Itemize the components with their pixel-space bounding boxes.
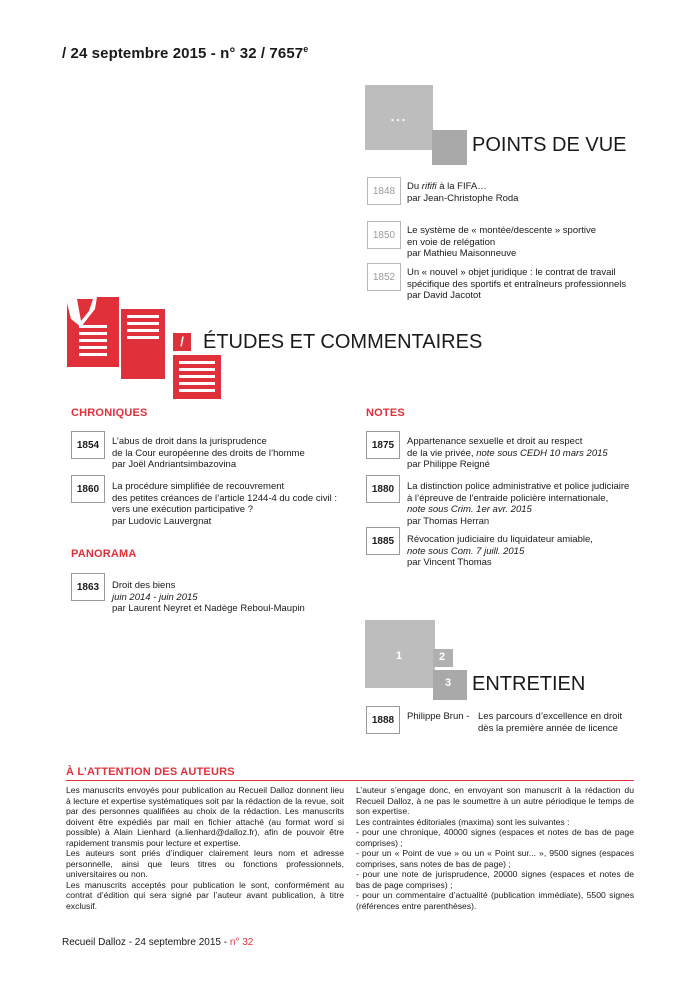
page-number-1885[interactable]: 1885 xyxy=(366,527,400,555)
entretien-graphic-2: 2 xyxy=(433,649,453,667)
entry-1888-name[interactable]: Philippe Brun - xyxy=(407,711,470,722)
heading-panorama: PANORAMA xyxy=(71,548,137,560)
points-de-vue-graphic: ... xyxy=(365,85,433,150)
page-number-1863[interactable]: 1863 xyxy=(71,573,105,601)
entry-1875[interactable]: Appartenance sexuelle et droit au respect de la vie privée, note sous CEDH 10 mars 2015 par Philippe Reigné xyxy=(407,436,608,470)
page-number-1888[interactable]: 1888 xyxy=(366,706,400,734)
authors-notice-right: L’auteur s’engage donc, en envoyant son manuscrit à la rédaction du Recueil Dalloz, à ne pas le soumettre à un autre périodique le temps de son expertise. Les contraintes éditoriales (maxima) sont les suivantes : - pour une chronique, 40000 signes (espaces et notes de bas de page comprises) ; - pour un « Point de vue » ou un « Point sur... », 9500 signes (espaces comprises, sans notes de bas de page) ; - pour une note de jurisprudence, 20000 signes (espaces et notes de bas de page comprises) ; - pour un commentaire d’actualité (publication immédiate), 5500 signes (références entre parenthèses). xyxy=(356,785,634,911)
entretien-graphic-1: 1 xyxy=(365,620,435,688)
heading-notes: NOTES xyxy=(366,407,405,419)
page-number-1880[interactable]: 1880 xyxy=(366,475,400,503)
page-number-1852[interactable]: 1852 xyxy=(367,263,401,291)
entry-1860[interactable]: La procédure simplifiée de recouvrement des petites créances de l’article 1244-4 du code civil : vers une exécution participative ? par Ludovic Lauvergnat xyxy=(112,481,337,527)
entry-1885[interactable]: Révocation judiciaire du liquidateur amiable, note sous Com. 7 juill. 2015 par Vincent Thomas xyxy=(407,534,593,568)
entry-1880[interactable]: La distinction police administrative et police judiciaire à l’épreuve de l’entraide policière internationale, note sous Crim. 1er avr. 2015 par Thomas Herran xyxy=(407,481,630,527)
page-number-1850[interactable]: 1850 xyxy=(367,221,401,249)
divider xyxy=(66,780,634,781)
entry-1852[interactable]: Un « nouvel » objet juridique : le contrat de travail spécifique des sportifs et entraîneurs professionnels par David Jacotot xyxy=(407,267,627,301)
heading-attention-auteurs: À L’ATTENTION DES AUTEURS xyxy=(66,766,235,778)
entry-1863[interactable]: Droit des biens juin 2014 - juin 2015 par Laurent Neyret et Nadège Reboul-Maupin xyxy=(112,580,305,614)
entretien-graphic-3: 3 xyxy=(433,670,467,700)
documents-icon xyxy=(67,295,167,380)
authors-notice-left: Les manuscrits envoyés pour publication au Recueil Dalloz donnent lieu à lecture et expertise systématiques soit par la rédaction de la revue, soit par des personnes qualifiées au choix de la rédaction. Les manuscrits doivent être expédiés par mail en fichier attaché (au format word si possible) à Alain Lienhard (a.lienhard@dalloz.fr), afin de pouvoir être rapidement transmis pour lecture et expertise. Les auteurs sont priés d’indiquer clairement leurs nom et adresse personnelle, ainsi que leurs titres ou fonctions professionnels, universitaires ou non. Les manuscrits acceptés pour publication le sont, conformément au contrat d’édition qui sera signé par l’auteur avant publication, à titre exclusif. xyxy=(66,785,344,911)
section-title-points-de-vue: POINTS DE VUE xyxy=(472,134,627,156)
page-number-1860[interactable]: 1860 xyxy=(71,475,105,503)
page-number-1875[interactable]: 1875 xyxy=(366,431,400,459)
page-number-1848[interactable]: 1848 xyxy=(367,177,401,205)
points-de-vue-graphic-small xyxy=(432,130,467,165)
section-title-etudes: ÉTUDES ET COMMENTAIRES xyxy=(203,331,483,353)
page-footer: Recueil Dalloz - 24 septembre 2015 - n° 32 xyxy=(62,937,254,948)
issue-header: / 24 septembre 2015 - n° 32 / 7657e xyxy=(62,44,309,62)
section-title-entretien: ENTRETIEN xyxy=(472,673,586,695)
entry-1888[interactable]: Les parcours d’excellence en droit dès la première année de licence xyxy=(478,711,623,734)
slash-badge: / xyxy=(173,333,191,351)
entry-1850[interactable]: Le système de « montée/descente » sportive en voie de relégation par Mathieu Maisonneuve xyxy=(407,225,597,259)
heading-chroniques: CHRONIQUES xyxy=(71,407,148,419)
doc-stack-graphic xyxy=(173,355,221,399)
page-number-1854[interactable]: 1854 xyxy=(71,431,105,459)
entry-1854[interactable]: L’abus de droit dans la jurisprudence de la Cour européenne des droits de l’homme par Joël Andriantsimbazovina xyxy=(112,436,305,470)
entry-1848[interactable]: Du rififi à la FIFA… par Jean-Christophe Roda xyxy=(407,181,519,204)
